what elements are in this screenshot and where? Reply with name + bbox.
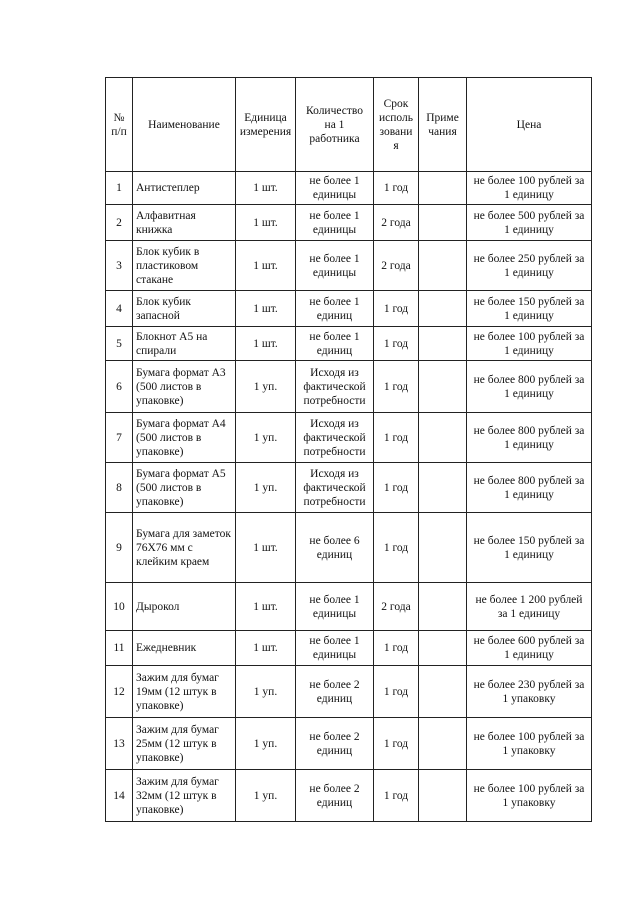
item-quantity: не более 2 единиц (296, 770, 374, 822)
row-number: 4 (106, 291, 133, 327)
item-unit: 1 шт. (236, 327, 296, 361)
item-price: не более 500 рублей за 1 единицу (467, 205, 592, 241)
item-note (419, 770, 467, 822)
item-quantity: не более 1 единиц (296, 327, 374, 361)
item-note (419, 463, 467, 513)
item-term: 2 года (374, 241, 419, 291)
item-quantity: не более 2 единиц (296, 666, 374, 718)
row-number: 6 (106, 361, 133, 413)
item-name: Зажим для бумаг 19мм (12 штук в упаковке) (133, 666, 236, 718)
row-number: 9 (106, 513, 133, 583)
item-note (419, 718, 467, 770)
item-note (419, 631, 467, 666)
item-note (419, 666, 467, 718)
header-unit: Единица измерения (236, 78, 296, 172)
table-row (106, 291, 592, 327)
table-row (106, 413, 592, 463)
row-number: 13 (106, 718, 133, 770)
item-price: не более 800 рублей за 1 единицу (467, 463, 592, 513)
item-note (419, 361, 467, 413)
item-unit: 1 шт. (236, 631, 296, 666)
item-quantity: не более 1 единицы (296, 631, 374, 666)
item-note (419, 413, 467, 463)
item-name: Бумага для заметок 76Х76 мм с клейким краем (133, 513, 236, 583)
header-term: Срок исполь зовани я (374, 78, 419, 172)
table-row (106, 631, 592, 666)
row-number: 11 (106, 631, 133, 666)
item-unit: 1 шт. (236, 241, 296, 291)
item-unit: 1 уп. (236, 666, 296, 718)
item-unit: 1 шт. (236, 583, 296, 631)
table-row (106, 361, 592, 413)
item-term: 2 года (374, 205, 419, 241)
item-term: 2 года (374, 583, 419, 631)
item-price: не более 230 рублей за 1 упаковку (467, 666, 592, 718)
item-note (419, 291, 467, 327)
item-quantity: не более 1 единицы (296, 205, 374, 241)
item-unit: 1 шт. (236, 291, 296, 327)
item-term: 1 год (374, 413, 419, 463)
item-quantity: не более 1 единицы (296, 241, 374, 291)
item-term: 1 год (374, 172, 419, 205)
item-name: Бумага формат А4 (500 листов в упаковке) (133, 413, 236, 463)
item-term: 1 год (374, 666, 419, 718)
item-quantity: не более 1 единицы (296, 583, 374, 631)
item-price: не более 250 рублей за 1 единицу (467, 241, 592, 291)
item-quantity: не более 1 единиц (296, 291, 374, 327)
item-unit: 1 уп. (236, 770, 296, 822)
row-number: 14 (106, 770, 133, 822)
item-name: Бумага формат А5 (500 листов в упаковке) (133, 463, 236, 513)
item-quantity: не более 1 единицы (296, 172, 374, 205)
table-row (106, 172, 592, 205)
item-quantity: не более 2 единиц (296, 718, 374, 770)
item-quantity: Исходя из фактической потребности (296, 463, 374, 513)
item-name: Блокнот А5 на спирали (133, 327, 236, 361)
header-notes: Приме чания (419, 78, 467, 172)
item-name: Зажим для бумаг 32мм (12 штук в упаковке) (133, 770, 236, 822)
table-row (106, 205, 592, 241)
table-row (106, 327, 592, 361)
row-number: 5 (106, 327, 133, 361)
row-number: 7 (106, 413, 133, 463)
row-number: 1 (106, 172, 133, 205)
header-row (106, 78, 592, 172)
table-row (106, 241, 592, 291)
item-note (419, 172, 467, 205)
item-price: не более 100 рублей за 1 упаковку (467, 770, 592, 822)
item-note (419, 241, 467, 291)
item-name: Бумага формат А3 (500 листов в упаковке) (133, 361, 236, 413)
table-row (106, 583, 592, 631)
item-term: 1 год (374, 361, 419, 413)
row-number: 2 (106, 205, 133, 241)
item-note (419, 327, 467, 361)
header-price: Цена (467, 78, 592, 172)
item-name: Блок кубик запасной (133, 291, 236, 327)
item-name: Антистеплер (133, 172, 236, 205)
item-price: не более 1 200 рублей за 1 единицу (467, 583, 592, 631)
item-name: Блок кубик в пластиковом стакане (133, 241, 236, 291)
item-term: 1 год (374, 513, 419, 583)
item-term: 1 год (374, 631, 419, 666)
header-name: Наименование (133, 78, 236, 172)
item-term: 1 год (374, 718, 419, 770)
item-unit: 1 шт. (236, 172, 296, 205)
item-price: не более 800 рублей за 1 единицу (467, 413, 592, 463)
item-price: не более 100 рублей за 1 упаковку (467, 718, 592, 770)
table-row (106, 666, 592, 718)
row-number: 10 (106, 583, 133, 631)
item-unit: 1 шт. (236, 513, 296, 583)
table-row (106, 513, 592, 583)
table-row (106, 770, 592, 822)
item-price: не более 100 рублей за 1 единицу (467, 327, 592, 361)
row-number: 8 (106, 463, 133, 513)
item-note (419, 513, 467, 583)
item-note (419, 205, 467, 241)
item-term: 1 год (374, 327, 419, 361)
table-row (106, 463, 592, 513)
item-unit: 1 шт. (236, 205, 296, 241)
item-quantity: не более 6 единиц (296, 513, 374, 583)
item-term: 1 год (374, 770, 419, 822)
item-unit: 1 уп. (236, 718, 296, 770)
item-unit: 1 уп. (236, 361, 296, 413)
item-price: не более 600 рублей за 1 единицу (467, 631, 592, 666)
item-name: Алфавитная книжка (133, 205, 236, 241)
item-unit: 1 уп. (236, 463, 296, 513)
item-price: не более 800 рублей за 1 единицу (467, 361, 592, 413)
item-name: Зажим для бумаг 25мм (12 штук в упаковке) (133, 718, 236, 770)
row-number: 12 (106, 666, 133, 718)
item-term: 1 год (374, 463, 419, 513)
item-quantity: Исходя из фактической потребности (296, 413, 374, 463)
item-name: Дырокол (133, 583, 236, 631)
item-price: не более 100 рублей за 1 единицу (467, 172, 592, 205)
item-unit: 1 уп. (236, 413, 296, 463)
item-quantity: Исходя из фактической потребности (296, 361, 374, 413)
table-row (106, 718, 592, 770)
supplies-table (105, 77, 592, 822)
header-number: № п/п (106, 78, 133, 172)
item-price: не более 150 рублей за 1 единицу (467, 513, 592, 583)
row-number: 3 (106, 241, 133, 291)
item-note (419, 583, 467, 631)
item-price: не более 150 рублей за 1 единицу (467, 291, 592, 327)
item-name: Ежедневник (133, 631, 236, 666)
item-term: 1 год (374, 291, 419, 327)
header-quantity: Количество на 1 работника (296, 78, 374, 172)
